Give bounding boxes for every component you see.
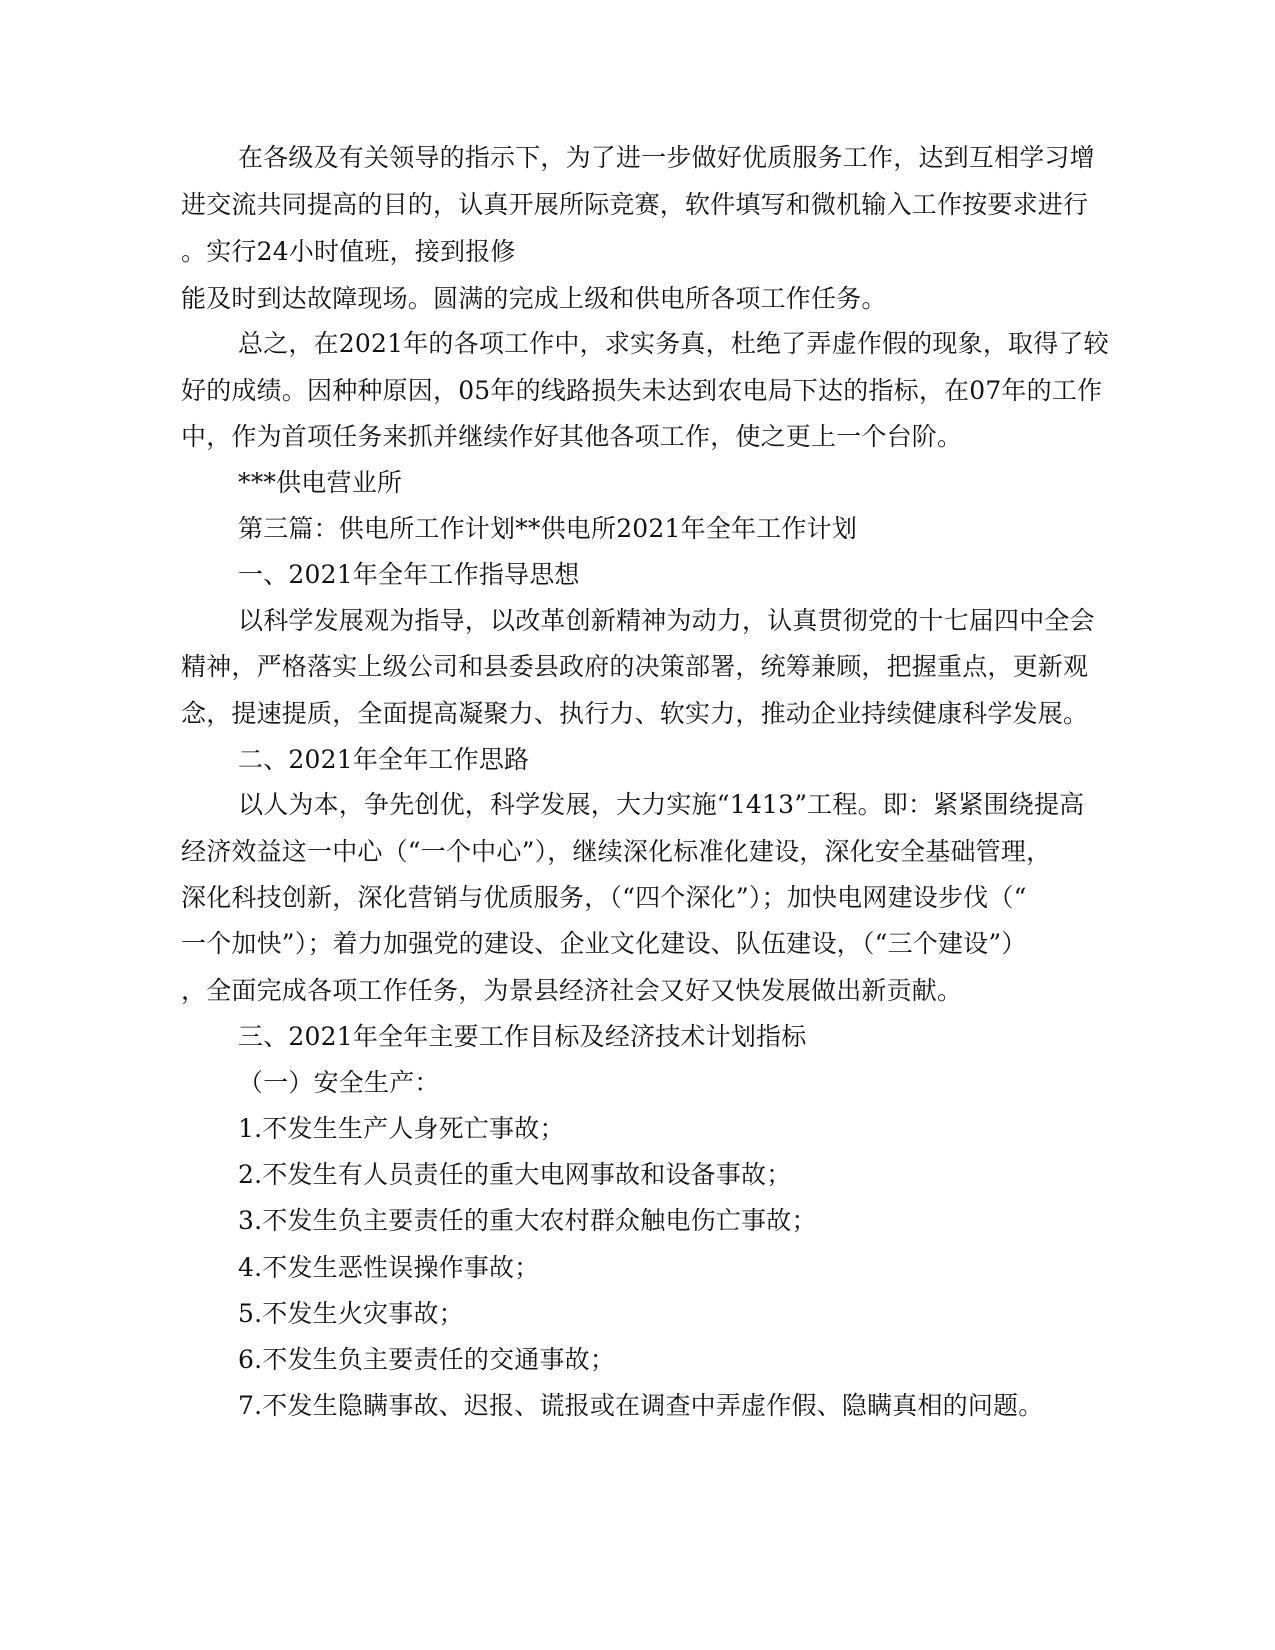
paragraph-line: 好的成绩。因种种原因，05年的线路损失未达到农电局下达的指标，在07年的工作	[181, 376, 1103, 405]
paragraph-line: 深化科技创新，深化营销与优质服务，（“四个深化”）；加快电网建设步伐（“	[181, 883, 1027, 912]
signature-line: ***供电营业所	[238, 468, 403, 497]
paragraph-line: 以人为本，争先创优，科学发展，大力实施“1413”工程。即：紧紧围绕提高	[238, 790, 1085, 819]
paragraph-line: 经济效益这一中心（“一个中心”），继续深化标准化建设，深化安全基础管理，	[181, 837, 1052, 866]
subsection-heading: 三、2021年全年主要工作目标及经济技术计划指标	[238, 1022, 807, 1051]
list-item: 5.不发生火灾事故；	[238, 1299, 464, 1328]
paragraph-line: 总之，在2021年的各项工作中，求实务真，杜绝了弄虚作假的现象，取得了较	[238, 329, 1109, 358]
paragraph-line: 能及时到达故障现场。圆满的完成上级和供电所各项工作任务。	[181, 284, 887, 313]
list-item: 7.不发生隐瞒事故、迟报、谎报或在调查中弄虚作假、隐瞒真相的问题。	[238, 1391, 1044, 1420]
paragraph-line: 中，作为首项任务来抓并继续作好其他各项工作，使之更上一个台阶。	[181, 422, 963, 451]
subsection-heading: （一）安全生产：	[238, 1068, 440, 1097]
list-item: 4.不发生恶性误操作事故；	[238, 1253, 540, 1282]
paragraph-line: 念，提速提质，全面提高凝聚力、执行力、软实力，推动企业持续健康科学发展。	[181, 699, 1089, 728]
paragraph-line: 进交流共同提高的目的，认真开展所际竞赛，软件填写和微机输入工作按要求进行	[181, 190, 1089, 219]
paragraph-line: 在各级及有关领导的指示下，为了进一步做好优质服务工作，达到互相学习增	[238, 143, 1095, 172]
list-item: 3.不发生负主要责任的重大农村群众触电伤亡事故；	[238, 1206, 817, 1235]
subsection-heading: 一、2021年全年工作指导思想	[238, 560, 580, 589]
paragraph-line: 以科学发展观为指导，以改革创新精神为动力，认真贯彻党的十七届四中全会	[238, 606, 1095, 635]
subsection-heading: 二、2021年全年工作思路	[238, 745, 530, 774]
list-item: 1.不发生生产人身死亡事故；	[238, 1114, 565, 1143]
list-item: 2.不发生有人员责任的重大电网事故和设备事故；	[238, 1160, 792, 1189]
list-item: 6.不发生负主要责任的交通事故；	[238, 1345, 616, 1374]
section-heading: 第三篇：供电所工作计划**供电所2021年全年工作计划	[238, 514, 858, 543]
paragraph-line: ，全面完成各项工作任务，为景县经济社会又好又快发展做出新贡献。	[181, 976, 963, 1005]
paragraph-line: 精神，严格落实上级公司和县委县政府的决策部署，统筹兼顾，把握重点，更新观	[181, 652, 1089, 681]
paragraph-line: 一个加快”）；着力加强党的建设、企业文化建设、队伍建设，（“三个建设”）	[181, 929, 1027, 958]
paragraph-line: 。实行24小时值班，接到报修	[181, 237, 516, 266]
